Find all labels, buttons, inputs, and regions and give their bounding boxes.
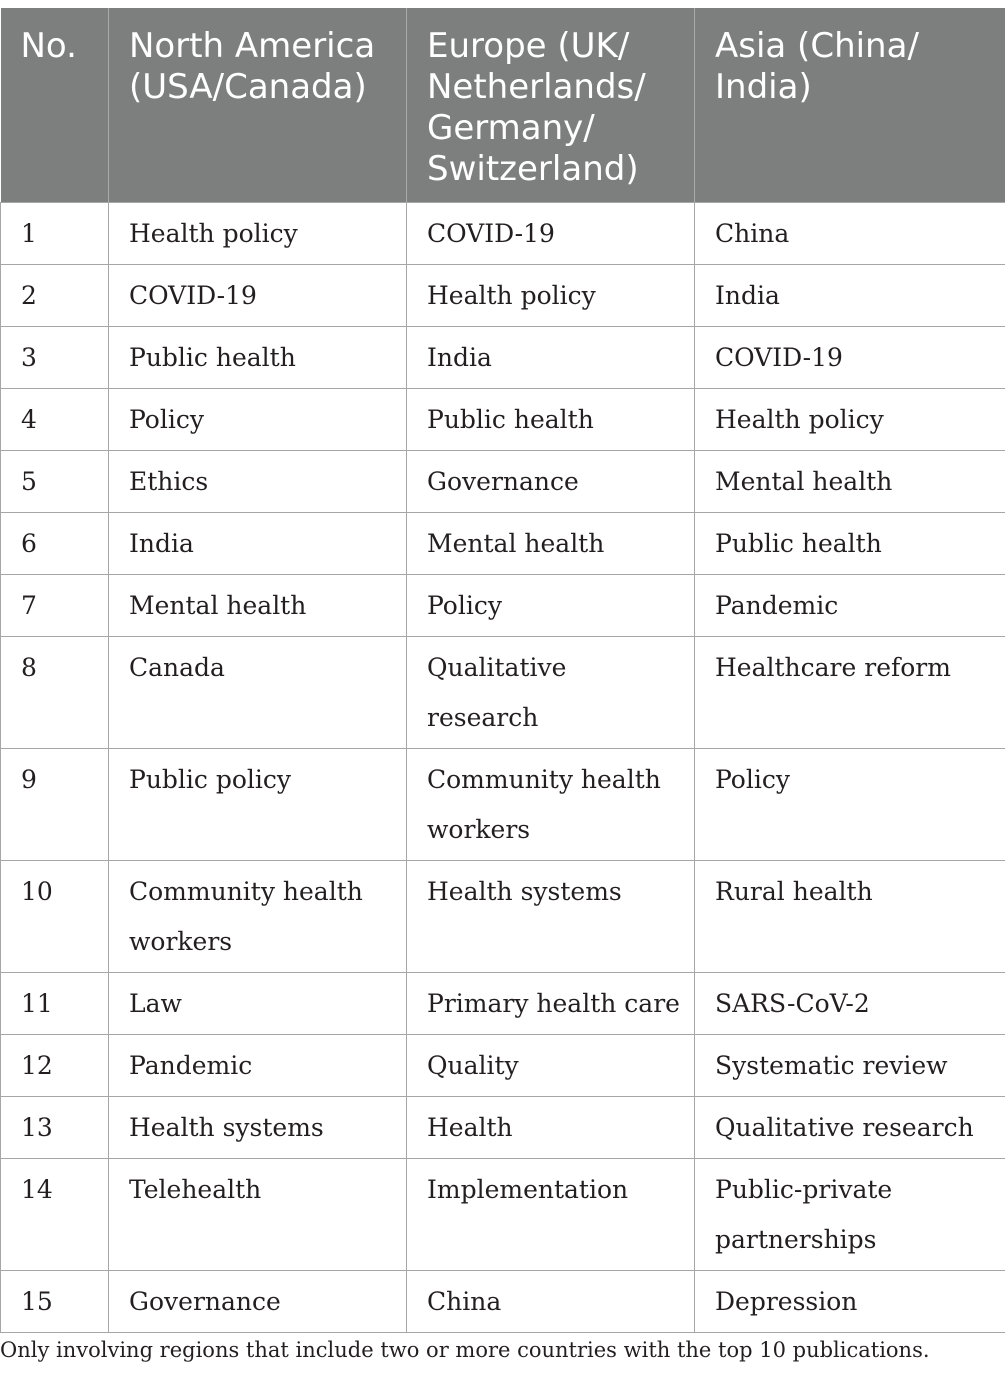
asia-cell: Rural health	[695, 861, 1005, 973]
row-number-cell: 2	[1, 265, 109, 327]
row-number-cell: 12	[1, 1035, 109, 1097]
row-number-cell: 1	[1, 203, 109, 265]
table-row	[1, 973, 1005, 1035]
north-america-cell: Public policy	[109, 749, 407, 861]
table-row	[1, 861, 1005, 973]
europe-cell: Quality	[407, 1035, 695, 1097]
asia-cell: Qualitative research	[695, 1097, 1005, 1159]
north-america-cell: Canada	[109, 637, 407, 749]
row-number-cell: 3	[1, 327, 109, 389]
row-number-cell: 8	[1, 637, 109, 749]
table-row	[1, 451, 1005, 513]
asia-cell: Public health	[695, 513, 1005, 575]
europe-cell: Health policy	[407, 265, 695, 327]
row-number-cell: 14	[1, 1159, 109, 1271]
table-row	[1, 575, 1005, 637]
asia-cell: Systematic review	[695, 1035, 1005, 1097]
north-america-cell: Ethics	[109, 451, 407, 513]
row-number-cell: 15	[1, 1271, 109, 1333]
row-number-cell: 13	[1, 1097, 109, 1159]
north-america-cell: Health policy	[109, 203, 407, 265]
north-america-cell: Public health	[109, 327, 407, 389]
asia-cell: Policy	[695, 749, 1005, 861]
row-number-cell: 6	[1, 513, 109, 575]
header-row	[1, 8, 1005, 203]
row-number-cell: 4	[1, 389, 109, 451]
europe-cell: Primary health care	[407, 973, 695, 1035]
table-row	[1, 327, 1005, 389]
table-row	[1, 749, 1005, 861]
asia-cell: Mental health	[695, 451, 1005, 513]
europe-cell: Implementation	[407, 1159, 695, 1271]
asia-cell: Depression	[695, 1271, 1005, 1333]
europe-cell: Health	[407, 1097, 695, 1159]
asia-cell: Healthcare reform	[695, 637, 1005, 749]
asia-cell: Pandemic	[695, 575, 1005, 637]
europe-cell: Governance	[407, 451, 695, 513]
asia-cell: Health policy	[695, 389, 1005, 451]
north-america-cell: India	[109, 513, 407, 575]
asia-cell: Public-private partnerships	[695, 1159, 1005, 1271]
north-america-cell: Pandemic	[109, 1035, 407, 1097]
europe-cell: COVID-19	[407, 203, 695, 265]
north-america-cell: Policy	[109, 389, 407, 451]
row-number-cell: 9	[1, 749, 109, 861]
table-row	[1, 265, 1005, 327]
table-row	[1, 1035, 1005, 1097]
table-body	[1, 203, 1005, 1333]
asia-cell: China	[695, 203, 1005, 265]
europe-cell: Community health workers	[407, 749, 695, 861]
europe-cell: India	[407, 327, 695, 389]
asia-cell: COVID-19	[695, 327, 1005, 389]
table-row	[1, 1159, 1005, 1271]
table-row	[1, 1097, 1005, 1159]
asia-cell: India	[695, 265, 1005, 327]
row-number-cell: 10	[1, 861, 109, 973]
header-europe: Europe (UK/ Netherlands/ Germany/ Switzerland)	[407, 8, 695, 203]
europe-cell: Qualitative research	[407, 637, 695, 749]
europe-cell: Health systems	[407, 861, 695, 973]
table-footnote: Only involving regions that include two or more countries with the top 10 publications.	[0, 1338, 930, 1362]
north-america-cell: Health systems	[109, 1097, 407, 1159]
table-row	[1, 1271, 1005, 1333]
table-row	[1, 513, 1005, 575]
north-america-cell: Mental health	[109, 575, 407, 637]
keywords-table	[0, 8, 1005, 1333]
north-america-cell: COVID-19	[109, 265, 407, 327]
europe-cell: Public health	[407, 389, 695, 451]
table-row	[1, 389, 1005, 451]
table-row	[1, 637, 1005, 749]
header-asia: Asia (China/ India)	[695, 8, 1005, 203]
europe-cell: Mental health	[407, 513, 695, 575]
table-row	[1, 203, 1005, 265]
row-number-cell: 11	[1, 973, 109, 1035]
asia-cell: SARS-CoV-2	[695, 973, 1005, 1035]
north-america-cell: Law	[109, 973, 407, 1035]
europe-cell: Policy	[407, 575, 695, 637]
north-america-cell: Governance	[109, 1271, 407, 1333]
row-number-cell: 5	[1, 451, 109, 513]
header-number: No.	[1, 8, 109, 203]
row-number-cell: 7	[1, 575, 109, 637]
north-america-cell: Community health workers	[109, 861, 407, 973]
north-america-cell: Telehealth	[109, 1159, 407, 1271]
europe-cell: China	[407, 1271, 695, 1333]
header-north-america: North America (USA/Canada)	[109, 8, 407, 203]
